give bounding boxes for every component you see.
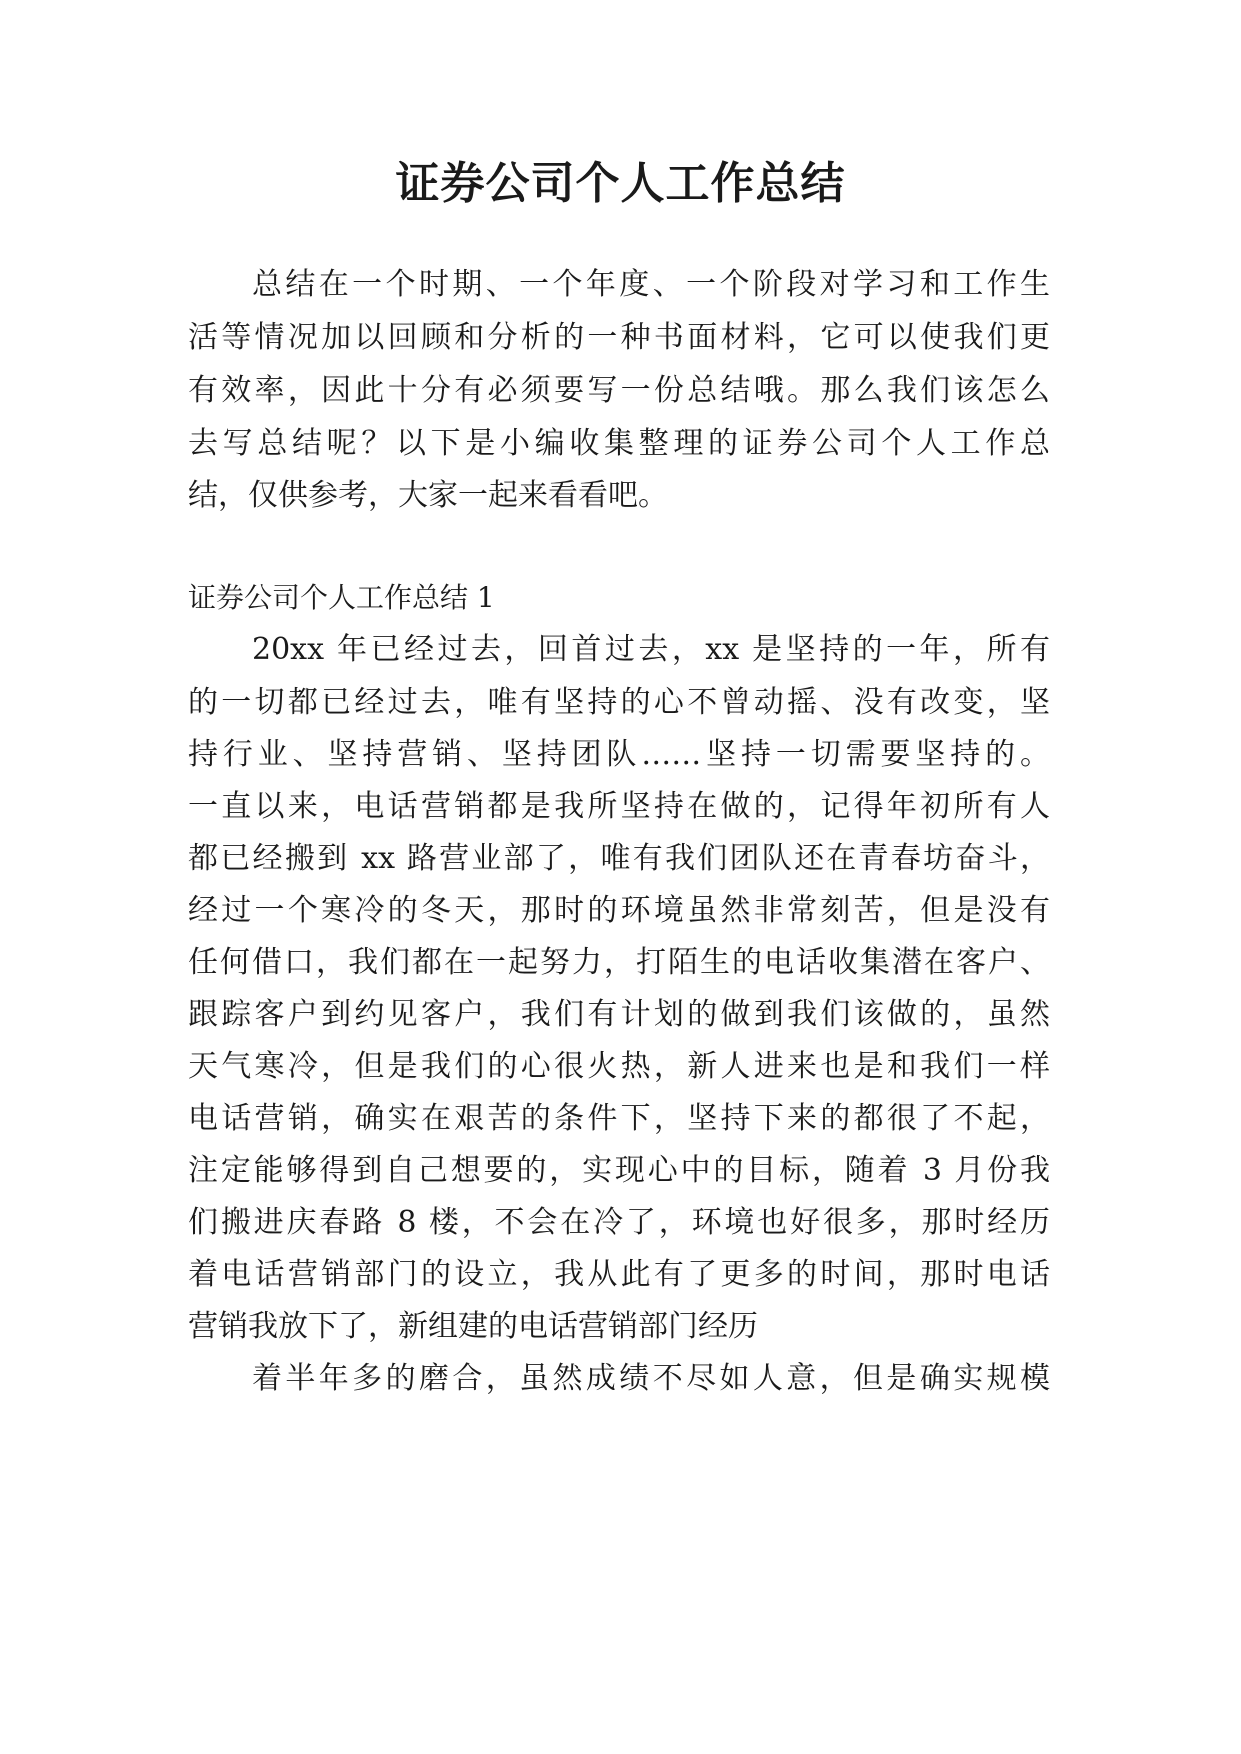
body-line: 们搬进庆春路 8 楼，不会在冷了，环境也好很多，那时经历 xyxy=(188,1205,1050,1240)
intro-line: 总结在一个时期、一个年度、一个阶段对学习和工作生 xyxy=(252,267,1050,302)
body-line: 都已经搬到 xx 路营业部了，唯有我们团队还在青春坊奋斗， xyxy=(188,841,1050,876)
section-heading: 证券公司个人工作总结 1 xyxy=(188,581,495,614)
body-line: 着电话营销部门的设立，我从此有了更多的时间，那时电话 xyxy=(188,1257,1050,1292)
intro-line: 有效率，因此十分有必须要写一份总结哦。那么我们该怎么 xyxy=(188,373,1050,408)
body-line: 任何借口，我们都在一起努力，打陌生的电话收集潜在客户、 xyxy=(188,945,1050,980)
body-line: 一直以来，电话营销都是我所坚持在做的，记得年初所有人 xyxy=(188,789,1050,824)
body-line: 天气寒冷，但是我们的心很火热，新人进来也是和我们一样 xyxy=(188,1049,1050,1084)
intro-line: 去写总结呢？以下是小编收集整理的证券公司个人工作总 xyxy=(188,426,1050,461)
document-title: 证券公司个人工作总结 xyxy=(395,158,846,209)
intro-line: 活等情况加以回顾和分析的一种书面材料，它可以使我们更 xyxy=(188,320,1050,355)
body-line: 的一切都已经过去，唯有坚持的心不曾动摇、没有改变，坚 xyxy=(188,685,1050,720)
intro-line: 结，仅供参考，大家一起来看看吧。 xyxy=(188,478,668,513)
body-line: 电话营销，确实在艰苦的条件下，坚持下来的都很了不起， xyxy=(188,1101,1050,1136)
body-line: 营销我放下了，新组建的电话营销部门经历 xyxy=(188,1309,758,1344)
body-line: 注定能够得到自己想要的，实现心中的目标，随着 3 月份我 xyxy=(188,1153,1050,1188)
next-paragraph-line: 着半年多的磨合，虽然成绩不尽如人意，但是确实规模 xyxy=(252,1361,1050,1396)
body-line: 跟踪客户到约见客户，我们有计划的做到我们该做的，虽然 xyxy=(188,997,1050,1032)
body-line: 20xx 年已经过去，回首过去，xx 是坚持的一年，所有 xyxy=(252,632,1050,667)
body-line: 经过一个寒冷的冬天，那时的环境虽然非常刻苦，但是没有 xyxy=(188,893,1050,928)
body-line: 持行业、坚持营销、坚持团队……坚持一切需要坚持的。 xyxy=(188,737,1050,772)
